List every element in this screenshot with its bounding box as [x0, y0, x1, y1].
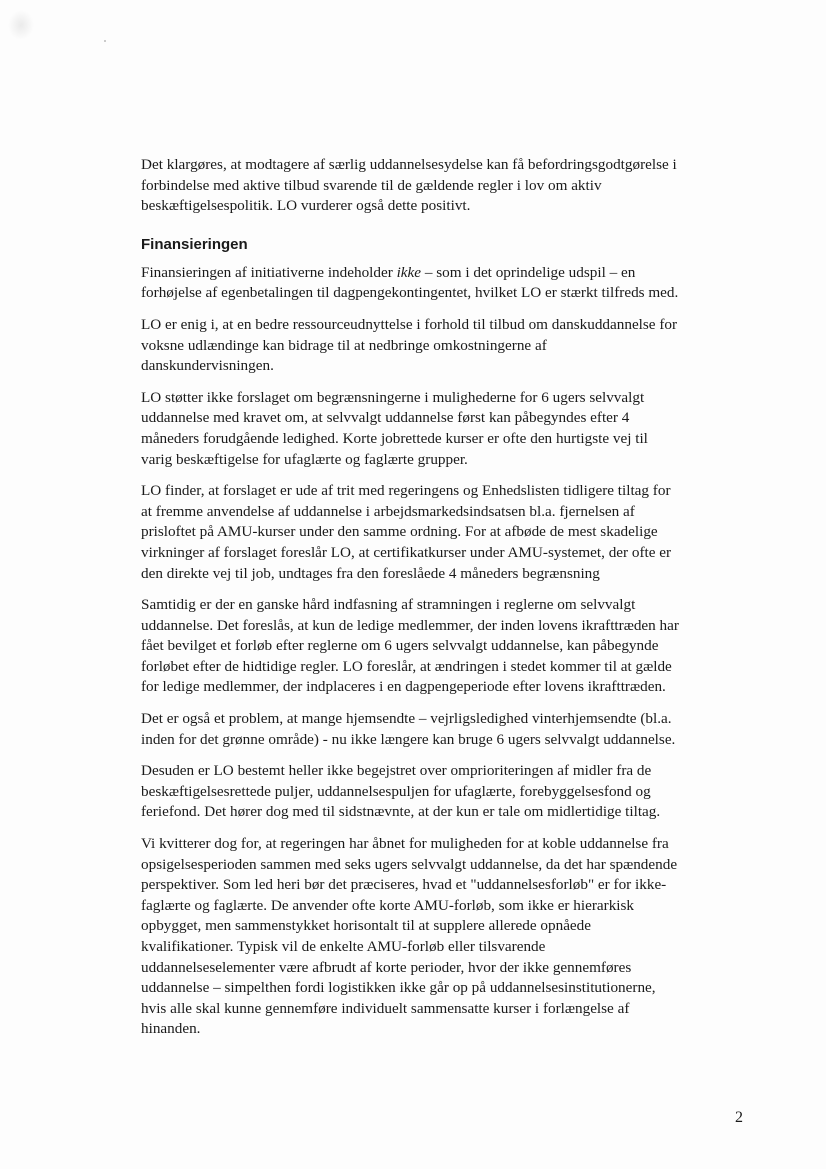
document-body — [141, 155, 681, 1051]
paragraph-financing-intro-start: Finansieringen af initiativerne indeholder — [141, 263, 397, 281]
paragraph-notice-period: Vi kvitterer dog for, at regeringen har åbnet for muligheden for at koble uddannelse fra opsigelsesperioden sammen med seks ugers selvvalgt uddannelse, da det har spændende perspektiver. Som led heri bør det præciseres, hvad et "uddannelsesforløb" er for ikke-faglærte og faglærte. De anvender ofte korte AMU-forløb, som ikke er hierarkisk opbygget, men sammenstykket horisontalt til at supplere allerede opnåede kvalifikationer. Typisk vil de enkelte AMU-forløb eller tilsvarende uddannelseselementer være afbrudt af korte perioder, hvor der ikke gennemføres uddannelse – simpelthen fordi logistikken ikke går op på uddannelsesinstitutionerne, hvis alle skal kunne gennemføre individuelt sammensatte kurser i forlængelse af hinanden. — [141, 835, 678, 1038]
paragraph-sent-home: Det er også et problem, at mange hjemsendte – vejrligsledighed vinterhjemsendte (bl.a. inden for det grønne område) - nu ikke længere kan bruge 6 ugers selvvalgt uddannelse. — [141, 710, 676, 748]
section-heading-financing: Finansieringen — [141, 235, 248, 253]
paragraph-amu-courses: LO finder, at forslaget er ude af trit med regeringens og Enhedslisten tidligere tiltag for at fremme anvendelse af uddannelse i arbejdsmarkedsindsatsen bl.a. fjernelsen af prisloftet på AMU-kurser under den samme ordning. For at afbøde de mest skadelige virkninger af forslaget foreslår LO, at certifikatkurser under AMU-systemet, der ofte er den direkte vej til job, undtages fra den foreslåede 4 måneders begrænsning — [141, 482, 672, 582]
paragraph-reprioritization: Desuden er LO bestemt heller ikke begejstret over omprioriteringen af midler fra de beskæftigelsesrettede puljer, uddannelsespuljen for ufaglærte, forebyggelsesfond og feriefond. Det hører dog med til sidstnævnte, at der kun er tale om midlertidige tiltag. — [141, 762, 661, 821]
scan-artifact — [8, 10, 34, 40]
page-number: 2 — [735, 1109, 743, 1126]
paragraph-selected-education: LO støtter ikke forslaget om begrænsningerne i mulighederne for 6 ugers selvvalgt uddannelse med kravet om, at selvvalgt uddannelse først kan påbegyndes efter 4 måneders forudgående ledighed. Korte jobrettede kurser er ofte den hurtigste vej til varig beskæftigelse for ufaglærte og faglærte grupper. — [141, 388, 648, 468]
paragraph-financing-intro — [141, 263, 681, 304]
paragraph-travel-allowance: Det klargøres, at modtagere af særlig uddannelsesydelse kan få befordringsgodtgørelse i forbindelse med aktive tilbud svarende til de gældende regler i lov om aktiv beskæftigelsespolitik. LO vurderer også dette positivt. — [141, 156, 677, 215]
paragraph-financing-intro-end: – som i det oprindelige udspil – en forhøjelse af egenbetalingen til dagpengekontingentet, hvilket LO er stærkt tilfreds med. — [141, 263, 679, 302]
paragraph-phase-in: Samtidig er der en ganske hård indfasning af stramningen i reglerne om selvvalgt uddannelse. Det foreslås, at kun de ledige medlemmer, der inden lovens ikrafttræden har fået bevilget et forløb efter reglerne om 6 ugers selvvalgt uddannelse, kan påbegynde forløbet efter de hidtidige regler. LO foreslår, at ændringen i stedet kommer til at gælde for ledige medlemmer, der indplaceres i en dagpengeperiode efter lovens ikrafttræden. — [141, 596, 679, 696]
emphasis-ikke: ikke — [396, 263, 422, 281]
scan-dot — [104, 40, 106, 42]
paragraph-danish-education: LO er enig i, at en bedre ressourceudnyttelse i forhold til tilbud om danskuddannelse for voksne udlændinge kan bidrage til at nedbringe omkostningerne af danskundervisningen. — [141, 315, 678, 375]
